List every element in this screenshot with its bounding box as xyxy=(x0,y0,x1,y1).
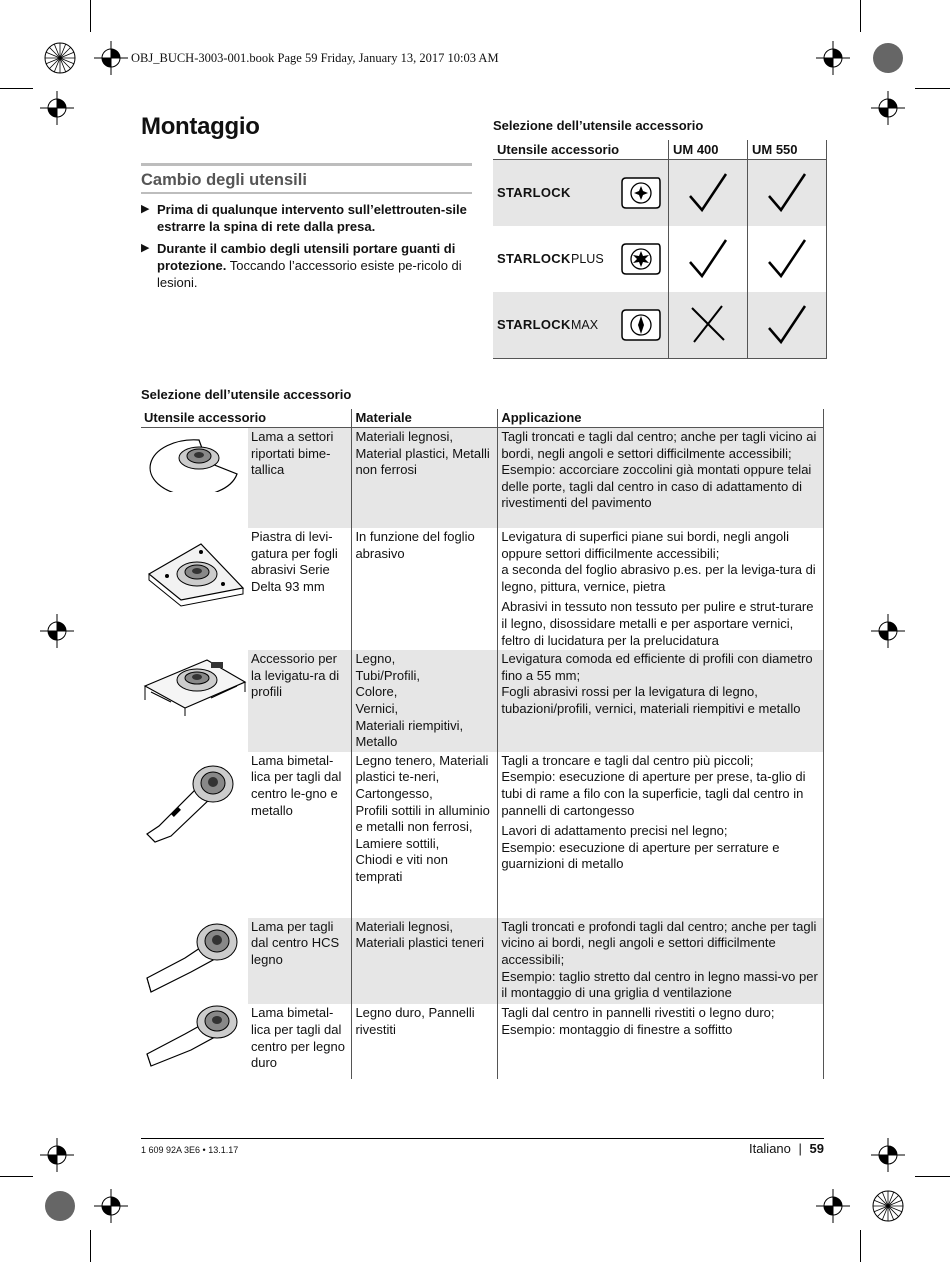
footer-rule xyxy=(141,1138,824,1139)
brand-logo: STARLOCK xyxy=(497,185,571,200)
application-cell: Levigatura di superfici piane sui bordi, negli angoli oppure settori difficilmente accessibili; a seconda del foglio abrasivo p.es. per la leviga-tura di legno, pittura, vernice, pietra Abrasivi in tessuto non tessuto per pulire e strut-turare il legno, disossidare metalli e per asportare vernici, feltro di lucidatura per la prelucidatura xyxy=(498,528,824,650)
footer-page-label: Italiano | 59 xyxy=(748,1141,824,1156)
check-icon xyxy=(765,236,809,280)
section-rule-top xyxy=(141,163,472,166)
col-header: Utensile accessorio xyxy=(493,140,669,160)
brand-logo: STARLOCK xyxy=(497,317,571,332)
col-header: Materiale xyxy=(352,409,498,428)
starlock-max-shape-icon xyxy=(620,308,662,342)
profile-sander-image xyxy=(141,652,248,718)
star-target-icon xyxy=(45,43,75,73)
check-icon xyxy=(765,170,809,214)
hcs-wood-blade-image xyxy=(141,918,248,1000)
main-table-caption: Selezione dell’utensile accessorio xyxy=(141,387,352,402)
check-icon xyxy=(765,302,809,346)
bimetal-plunge-blade-image xyxy=(141,756,248,846)
material-cell: Legno duro, Pannelli rivestiti xyxy=(352,1004,498,1079)
segment-saw-blade-image xyxy=(141,432,248,492)
application-cell: Tagli troncati e tagli dal centro; anche per tagli vicino ai bordi, negli angoli e settori difficilmente accessibili; Esempio: accorciare zoccolini già montati oppure telai delle porte, tagli dal centro in caso di adattamento di rivestimenti del pavimento xyxy=(498,428,824,529)
accessory-name: Lama bimetal-lica per tagli dal centro le-gno e metallo xyxy=(251,752,342,818)
application-cell: Tagli dal centro in pannelli rivestiti o legno duro; Esempio: montaggio di finestre a soffitto xyxy=(498,1004,824,1079)
accessory-table xyxy=(141,409,824,1079)
footer-code: 1 609 92A 3E6 • 13.1.17 xyxy=(141,1145,239,1155)
cross-icon xyxy=(686,302,730,346)
accessory-name: Lama per tagli dal centro HCS legno xyxy=(248,918,352,1005)
material-cell: Legno, Tubi/Profili, Colore, Vernici, Materiali riempitivi, Metallo xyxy=(352,650,498,752)
accessory-name: Piastra di levi-gatura per fogli abrasivi Serie Delta 93 mm xyxy=(251,529,338,594)
table-row xyxy=(493,160,827,227)
table-row: STARLOCK PLUS xyxy=(493,226,827,292)
delta-sanding-plate-image xyxy=(141,540,248,610)
triangle-bullet-icon: ▶ xyxy=(141,203,150,215)
safety-bullets xyxy=(141,201,481,296)
starlock-plus-shape-icon xyxy=(620,242,662,276)
accessory-name: Lama bimetal-lica per tagli dal centro per legno duro xyxy=(251,1005,345,1071)
col-header: UM 550 xyxy=(748,140,827,160)
brand-logo: STARLOCK xyxy=(497,251,571,266)
table-row xyxy=(141,752,824,918)
small-table-caption: Selezione dell’utensile accessorio xyxy=(493,118,704,133)
table-row xyxy=(141,1004,824,1079)
page-number: 59 xyxy=(809,1141,824,1156)
triangle-bullet-icon: ▶ xyxy=(141,242,150,254)
material-cell: Materiali legnosi, Materiali plastici teneri xyxy=(352,918,498,1005)
section-subtitle: Cambio degli utensili xyxy=(141,171,307,189)
section-rule-bottom xyxy=(141,192,472,194)
table-row xyxy=(141,528,824,650)
material-cell: Legno tenero, Materiali plastici te-neri, Cartongesso, Profili sottili in alluminio e metalli non ferrosi, Lamiere sottili, Chiodi e viti non temprati xyxy=(352,752,498,918)
table-row xyxy=(141,918,824,1005)
accessory-name: Lama a settori riportati bime-tallica xyxy=(248,428,352,529)
table-row: STARLOCK MAX xyxy=(493,292,827,359)
compatibility-table xyxy=(493,140,827,359)
application-cell: Tagli a troncare e tagli dal centro più piccoli; Esempio: esecuzione di aperture per prese, ta-glio di tubi di rame a filo con la superficie, tagli dal centro in pannelli di cartongesso Lavori di adattamento precisi nel legno; Esempio: esecuzione di aperture per serrature e guarnizioni di metallo xyxy=(498,752,824,918)
bullet-item: ▶ Durante il cambio degli utensili portare guanti di protezione. Toccando l’accessorio esiste pe-ricolo di lesioni. xyxy=(141,241,462,290)
col-header: UM 400 xyxy=(669,140,748,160)
bimetal-hardwood-blade-image xyxy=(141,1004,248,1074)
material-cell: In funzione del foglio abrasivo xyxy=(352,528,498,650)
starlock-shape-icon xyxy=(620,176,662,210)
accessory-name: Accessorio per la levigatu-ra di profili xyxy=(248,650,352,752)
print-header: OBJ_BUCH-3003-001.book Page 59 Friday, January 13, 2017 10:03 AM xyxy=(131,51,499,65)
application-cell: Levigatura comoda ed efficiente di profili con diametro fino a 55 mm; Fogli abrasivi rossi per la levigatura di legno, tubazioni/profili, vernici, materiali riempitivi e metallo xyxy=(498,650,824,752)
col-header: Applicazione xyxy=(498,409,824,428)
page-title: Montaggio xyxy=(141,113,260,140)
check-icon xyxy=(686,236,730,280)
check-icon xyxy=(686,170,730,214)
bullet-item: ▶ Prima di qualunque intervento sull’elettrouten-sile estrarre la spina di rete dalla presa. xyxy=(141,202,467,234)
application-cell: Tagli troncati e profondi tagli dal centro; anche per tagli vicino ai bordi, negli angoli e settori difficilmente accessibili; Esempio: taglio stretto dal centro in legno massi-vo per il montaggio di una griglia d ventilazione xyxy=(498,918,824,1005)
table-row xyxy=(141,650,824,752)
material-cell: Materiali legnosi, Material plastici, Metalli non ferrosi xyxy=(352,428,498,529)
col-header: Utensile accessorio xyxy=(141,409,352,428)
table-row xyxy=(141,428,824,529)
